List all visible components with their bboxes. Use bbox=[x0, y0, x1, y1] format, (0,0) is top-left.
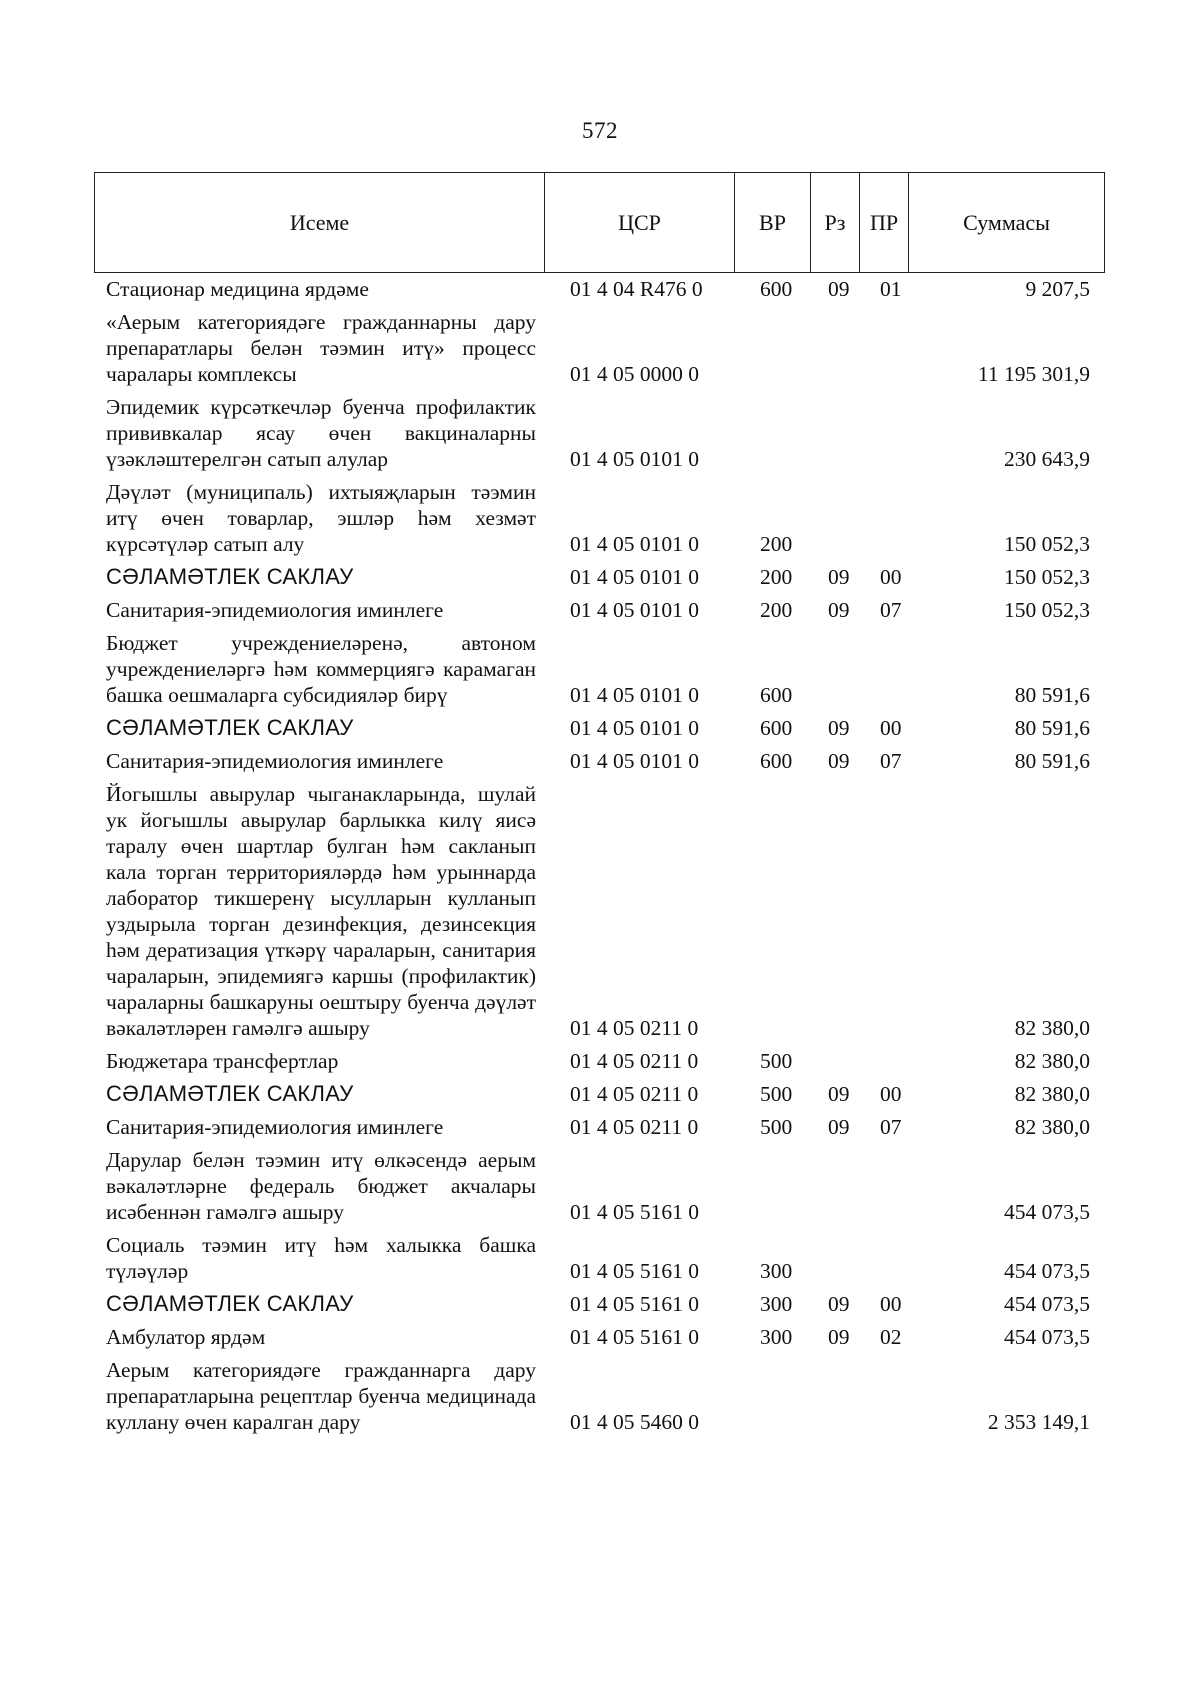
row-csr: 01 4 05 0101 0 bbox=[570, 716, 699, 740]
table-row bbox=[0, 564, 1200, 590]
row-sum: 80 591,6 bbox=[1014, 749, 1090, 773]
row-sum: 454 073,5 bbox=[1004, 1200, 1090, 1224]
row-csr: 01 4 05 0101 0 bbox=[570, 565, 699, 589]
row-name: СӘЛАМӘТЛЕК САКЛАУ bbox=[106, 715, 354, 740]
row-vr: 200 bbox=[760, 565, 793, 589]
row-sum: 150 052,3 bbox=[1004, 565, 1090, 589]
row-sum: 11 195 301,9 bbox=[977, 362, 1090, 386]
header-csr: ЦСР bbox=[545, 173, 735, 272]
table-row bbox=[0, 781, 1200, 1041]
row-name: Бюджетара трансфертлар bbox=[106, 1049, 339, 1073]
row-csr: 01 4 05 0211 0 bbox=[570, 1016, 699, 1040]
row-pr: 07 bbox=[880, 749, 902, 773]
row-csr: 01 4 05 0101 0 bbox=[570, 598, 699, 622]
row-csr: 01 4 05 0101 0 bbox=[570, 447, 699, 471]
table-row bbox=[0, 479, 1200, 557]
table-row bbox=[0, 597, 1200, 623]
row-pr: 00 bbox=[880, 1292, 902, 1316]
row-sum: 80 591,6 bbox=[1014, 683, 1090, 707]
table-row bbox=[0, 1324, 1200, 1350]
row-csr: 01 4 05 5161 0 bbox=[570, 1259, 699, 1283]
row-name: Бюджет учреждениеләренә, автоном учреждениеләргә һәм коммерциягә карамаган башка оешмаларга субсидияләр бирү bbox=[106, 631, 536, 707]
row-rz: 09 bbox=[828, 598, 850, 622]
row-name: Санитария-эпидемиология иминлеге bbox=[106, 1115, 444, 1139]
row-csr: 01 4 05 5161 0 bbox=[570, 1325, 699, 1349]
row-name: Стационар медицина ярдәме bbox=[106, 277, 369, 301]
row-pr: 00 bbox=[880, 1082, 902, 1106]
row-sum: 2 353 149,1 bbox=[987, 1410, 1090, 1434]
row-sum: 150 052,3 bbox=[1004, 532, 1090, 556]
row-name: Санитария-эпидемиология иминлеге bbox=[106, 598, 444, 622]
row-rz: 09 bbox=[828, 716, 850, 740]
table-row bbox=[0, 309, 1200, 387]
row-sum: 82 380,0 bbox=[1014, 1016, 1090, 1040]
table-row bbox=[0, 1232, 1200, 1284]
row-csr: 01 4 05 5460 0 bbox=[570, 1410, 699, 1434]
row-name: Йогышлы авырулар чыганакларында, шулай ук йогышлы авырулар барлыкка килү яисә таралу өчен шартлар булган һәм сакланып кала торган территорияләрдә һәм урыннарда лаборатор тикшеренү ысулларын кулланып уздырыла торган дезинфекция, дезинсекция һәм дератизация үткәрү чараларын, санитария чараларын, эпидемиягә каршы (профилактик) чараларны башкаруны оештыру буенча дәүләт вәкаләтләрен гамәлгә ашыру bbox=[106, 782, 536, 1040]
row-sum: 82 380,0 bbox=[1014, 1049, 1090, 1073]
row-vr: 300 bbox=[760, 1292, 793, 1316]
row-sum: 9 207,5 bbox=[1025, 277, 1090, 301]
row-rz: 09 bbox=[828, 1325, 850, 1349]
row-vr: 600 bbox=[760, 683, 793, 707]
header-pr: ПР bbox=[860, 173, 909, 272]
row-sum: 82 380,0 bbox=[1014, 1115, 1090, 1139]
header-rz: Рз bbox=[811, 173, 860, 272]
row-sum: 82 380,0 bbox=[1014, 1082, 1090, 1106]
row-rz: 09 bbox=[828, 277, 850, 301]
table-row bbox=[0, 1357, 1200, 1435]
table-row bbox=[0, 276, 1200, 302]
row-vr: 300 bbox=[760, 1259, 793, 1283]
table-body bbox=[0, 276, 1200, 1442]
row-sum: 454 073,5 bbox=[1004, 1259, 1090, 1283]
row-name: Дарулар белән тәэмин итү өлкәсендә аерым вәкаләтләрне федераль бюджет акчалары исәбеннән гамәлгә ашыру bbox=[106, 1148, 536, 1224]
row-vr: 600 bbox=[760, 716, 793, 740]
row-rz: 09 bbox=[828, 1082, 850, 1106]
table-row bbox=[0, 715, 1200, 741]
row-vr: 600 bbox=[760, 749, 793, 773]
row-pr: 00 bbox=[880, 565, 902, 589]
row-vr: 500 bbox=[760, 1082, 793, 1106]
table-header bbox=[94, 172, 1105, 273]
table-row bbox=[0, 1291, 1200, 1317]
row-csr: 01 4 05 0211 0 bbox=[570, 1115, 699, 1139]
row-csr: 01 4 04 R476 0 bbox=[570, 277, 703, 301]
row-csr: 01 4 05 0101 0 bbox=[570, 532, 699, 556]
row-csr: 01 4 05 0101 0 bbox=[570, 749, 699, 773]
table-row bbox=[0, 1114, 1200, 1140]
row-name: «Аерым категориядәге гражданнарны дару препаратлары белән тәэмин итү» процесс чаралары комплексы bbox=[106, 310, 536, 386]
page-number: 572 bbox=[582, 118, 618, 143]
row-sum: 80 591,6 bbox=[1014, 716, 1090, 740]
row-csr: 01 4 05 0101 0 bbox=[570, 683, 699, 707]
table-row bbox=[0, 1048, 1200, 1074]
row-vr: 200 bbox=[760, 598, 793, 622]
row-pr: 07 bbox=[880, 1115, 902, 1139]
table-row bbox=[0, 748, 1200, 774]
table-row bbox=[0, 1147, 1200, 1225]
header-name: Исеме bbox=[95, 173, 545, 272]
row-vr: 500 bbox=[760, 1115, 793, 1139]
row-sum: 230 643,9 bbox=[1004, 447, 1090, 471]
row-rz: 09 bbox=[828, 1292, 850, 1316]
row-pr: 02 bbox=[880, 1325, 902, 1349]
row-csr: 01 4 05 0211 0 bbox=[570, 1049, 699, 1073]
row-name: Санитария-эпидемиология иминлеге bbox=[106, 749, 444, 773]
row-rz: 09 bbox=[828, 565, 850, 589]
table-row bbox=[0, 1081, 1200, 1107]
header-sum: Суммасы bbox=[963, 209, 1050, 235]
row-csr: 01 4 05 0211 0 bbox=[570, 1082, 699, 1106]
row-vr: 500 bbox=[760, 1049, 793, 1073]
row-csr: 01 4 05 5161 0 bbox=[570, 1200, 699, 1224]
row-sum: 454 073,5 bbox=[1004, 1292, 1090, 1316]
row-vr: 600 bbox=[760, 277, 793, 301]
row-csr: 01 4 05 5161 0 bbox=[570, 1292, 699, 1316]
row-pr: 07 bbox=[880, 598, 902, 622]
row-sum: 150 052,3 bbox=[1004, 598, 1090, 622]
row-name: СӘЛАМӘТЛЕК САКЛАУ bbox=[106, 1291, 354, 1316]
row-rz: 09 bbox=[828, 1115, 850, 1139]
row-name: Аерым категориядәге гражданнарга дару препаратларына рецептлар буенча медицинада куллану өчен каралган дару bbox=[106, 1358, 536, 1434]
table-row bbox=[0, 394, 1200, 472]
table-row bbox=[0, 630, 1200, 708]
row-vr: 300 bbox=[760, 1325, 793, 1349]
row-name: Дәүләт (муниципаль) ихтыяҗларын тәэмин итү өчен товарлар, эшләр һәм хезмәт күрсәтүләр сатып алу bbox=[106, 480, 536, 556]
row-name: Амбулатор ярдәм bbox=[106, 1325, 266, 1349]
row-name: Социаль тәэмин итү һәм халыкка башка түләүләр bbox=[106, 1233, 536, 1283]
row-name: СӘЛАМӘТЛЕК САКЛАУ bbox=[106, 564, 354, 589]
row-sum: 454 073,5 bbox=[1004, 1325, 1090, 1349]
row-pr: 00 bbox=[880, 716, 902, 740]
row-csr: 01 4 05 0000 0 bbox=[570, 362, 699, 386]
row-name: Эпидемик күрсәткечләр буенча профилактик прививкалар ясау өчен вакциналарны үзәкләштерелгән сатып алулар bbox=[106, 395, 536, 471]
row-name: СӘЛАМӘТЛЕК САКЛАУ bbox=[106, 1081, 354, 1106]
row-vr: 200 bbox=[760, 532, 793, 556]
row-rz: 09 bbox=[828, 749, 850, 773]
row-pr: 01 bbox=[880, 277, 902, 301]
header-vr: ВР bbox=[735, 173, 811, 272]
